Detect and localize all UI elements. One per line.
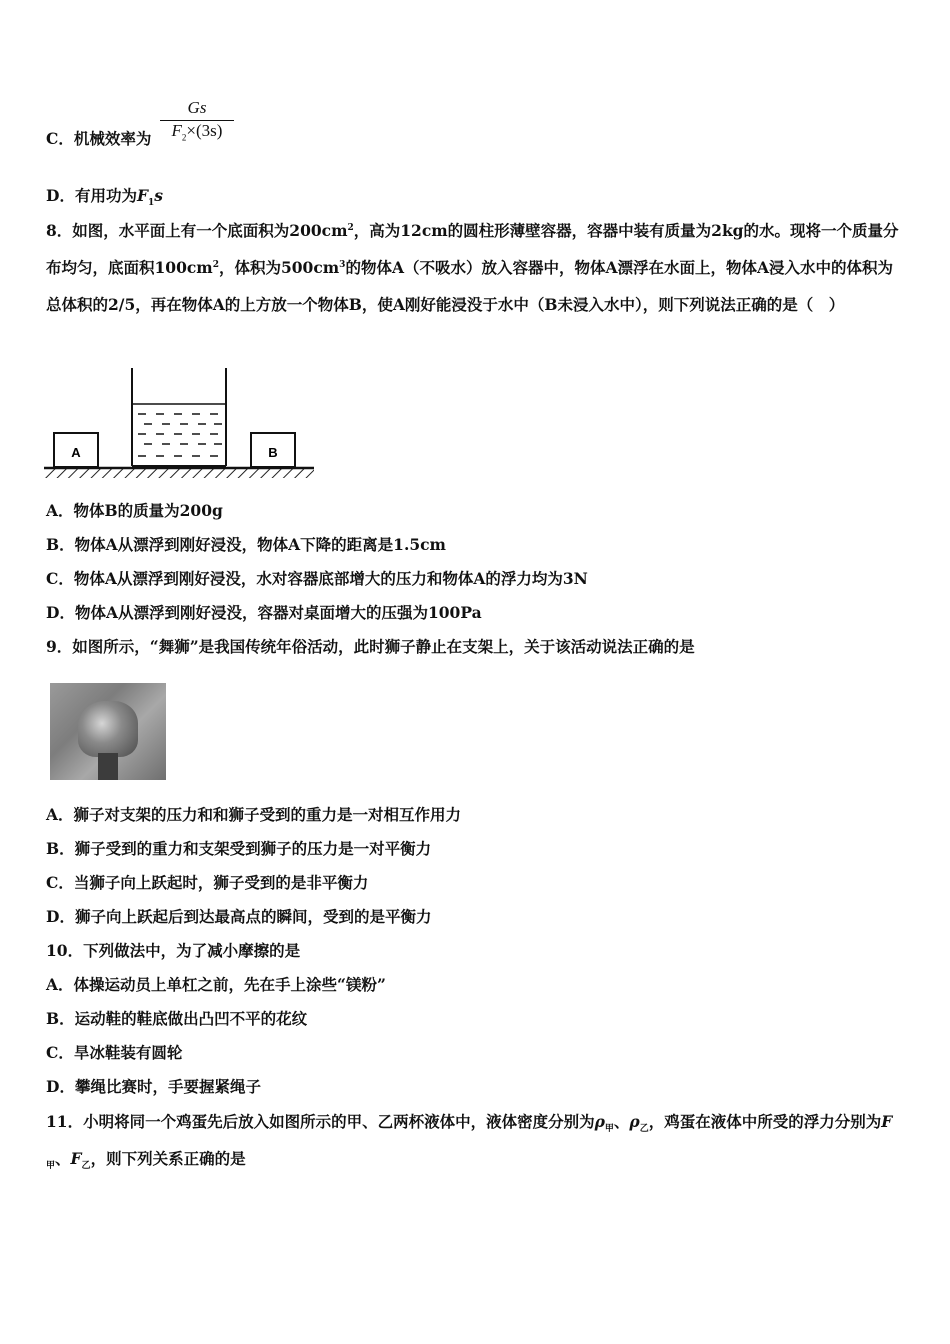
stand-shape [98, 753, 118, 780]
fraction-denominator [158, 121, 236, 141]
denom-rest: ×(3s) [186, 121, 223, 140]
q7-option-c-prefix: C．机械效率为 [46, 129, 152, 148]
q9-stem: 9．如图所示，“舞狮”是我国传统年俗活动，此时狮子静止在支架上，关于该活动说法正确的是 [46, 637, 695, 656]
q8-option-c: C．物体A从漂浮到刚好浸没，水对容器底部增大的压力和物体A的浮力均为3N [46, 569, 588, 588]
ground-hatch [44, 468, 314, 478]
q11-F-jia-sub: 甲 [46, 1161, 56, 1172]
q7-option-d-s: s [154, 186, 163, 205]
block-a-label: A [71, 445, 81, 460]
q8-stem-part3: ，体积为500cm [218, 258, 340, 277]
q11-rho-jia-sub: 甲 [604, 1124, 614, 1135]
q8-option-d: D．物体A从漂浮到刚好浸没，容器对桌面增大的压强为100Pa [46, 603, 482, 622]
q8-stem [46, 212, 908, 323]
fraction-numerator: Gs [187, 98, 207, 117]
q7-option-d-F: F [136, 186, 148, 205]
q7-option-d [46, 186, 163, 209]
q11-part1: 11．小明将同一个鸡蛋先后放入如图所示的甲、乙两杯液体中，液体密度分别为 [46, 1112, 595, 1131]
denom-F: F [171, 121, 182, 140]
q10-option-a: A．体操运动员上单杠之前，先在手上涂些“镁粉” [46, 975, 386, 994]
q10-option-b: B．运动鞋的鞋底做出凸凹不平的花纹 [46, 1009, 308, 1028]
q11-rho-yi-sub: 乙 [639, 1124, 649, 1135]
q11-part3: ，则下列关系正确的是 [90, 1149, 246, 1168]
q8-option-b: B．物体A从漂浮到刚好浸没，物体A下降的距离是1.5cm [46, 535, 446, 554]
q7-option-c [46, 129, 151, 149]
q8-stem-part4: 的物体A（不吸水）放入容器中，物体A漂浮在水面上，物体A浸入水中的体积为总体积的2/5，再在物体A的上方放一个物体B，使A刚好能浸没于水中（B未浸入水中），则下列说法正确的是（ ） [46, 258, 894, 314]
q8-option-a: A．物体B的质量为200g [46, 501, 223, 520]
q8-figure [44, 366, 316, 484]
q7-option-d-prefix: D．有用功为 [46, 186, 137, 205]
water-dashes [138, 414, 222, 456]
denom-F-sub: 2 [181, 132, 187, 143]
q9-option-c: C．当狮子向上跃起时，狮子受到的是非平衡力 [46, 873, 369, 892]
q11-stem [46, 1103, 908, 1177]
q8-stem-part2: ，高为12cm的圆柱形薄壁容器，容器中装有质量为2kg的水。现将一个质量分布均匀，底面积100cm [46, 221, 899, 277]
q11-rho-yi: ρ [629, 1112, 640, 1131]
q11-F-jia: F [881, 1112, 893, 1131]
q11-rho-jia: ρ [594, 1112, 605, 1131]
q11-part2: ，鸡蛋在液体中所受的浮力分别为 [648, 1112, 882, 1131]
q8-sup1: 2 [347, 222, 354, 233]
q8-sup3: 3 [339, 259, 346, 270]
efficiency-fraction [158, 98, 236, 141]
q10-option-d: D．攀绳比赛时，手要握紧绳子 [46, 1077, 261, 1096]
q10-stem: 10．下列做法中，为了减小摩擦的是 [46, 941, 301, 960]
q7-option-d-sub: 1 [147, 198, 155, 209]
q9-option-d: D．狮子向上跃起后到达最高点的瞬间，受到的是平衡力 [46, 907, 432, 926]
q11-sep1: 、 [613, 1112, 630, 1131]
q8-sup2: 2 [212, 259, 219, 270]
q11-sep2: 、 [55, 1149, 71, 1168]
lion-dance-photo [50, 683, 166, 780]
block-b-label: B [268, 445, 278, 460]
q8-stem-part1: 8．如图，水平面上有一个底面积为200cm [46, 221, 348, 240]
q11-F-yi: F [70, 1149, 82, 1168]
q10-option-c: C．旱冰鞋装有圆轮 [46, 1043, 183, 1062]
q9-option-a: A．狮子对支架的压力和和狮子受到的重力是一对相互作用力 [46, 805, 462, 824]
q9-option-b: B．狮子受到的重力和支架受到狮子的压力是一对平衡力 [46, 839, 432, 858]
lion-head-shape [78, 701, 138, 757]
q11-F-yi-sub: 乙 [81, 1161, 91, 1172]
